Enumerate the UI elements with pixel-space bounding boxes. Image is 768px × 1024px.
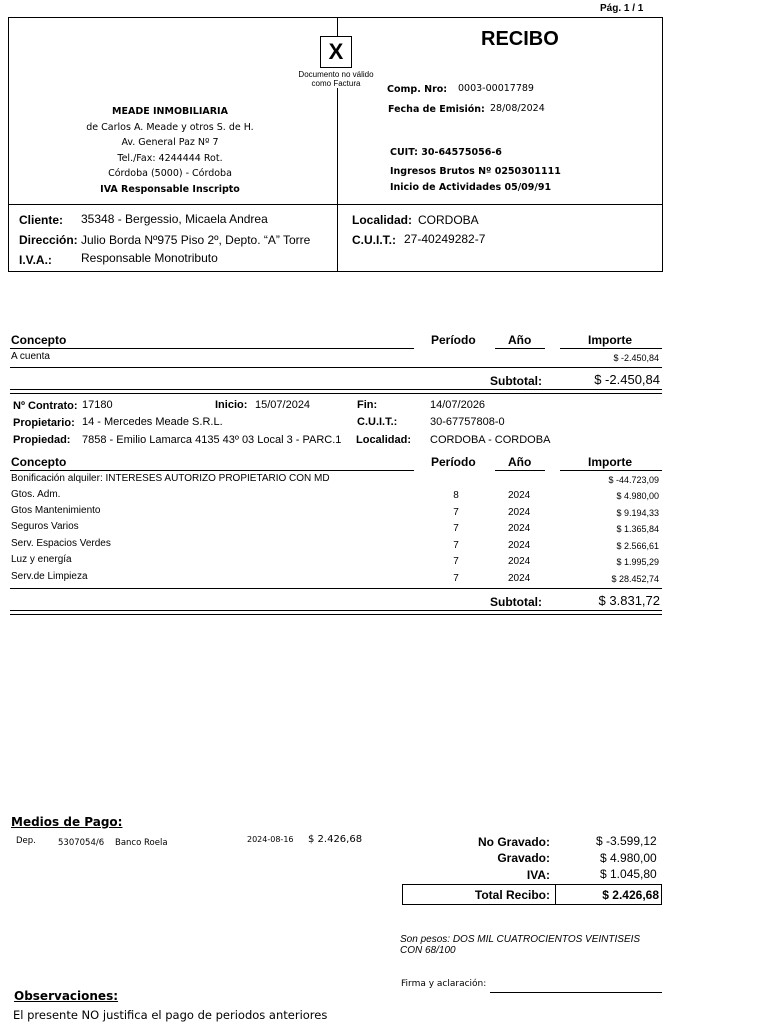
company-line1: de Carlos A. Meade y otros S. de H. bbox=[86, 121, 254, 133]
rule bbox=[10, 393, 662, 394]
rule bbox=[555, 884, 556, 905]
item-importe: $ -2.450,84 bbox=[613, 353, 659, 363]
no-gravado-label: No Gravado: bbox=[477, 835, 550, 849]
item-importe: $ 2.566,61 bbox=[616, 541, 659, 551]
rule bbox=[10, 348, 414, 349]
company-cuit: CUIT: 30-64575056-6 bbox=[390, 147, 502, 158]
cliente-value: 35348 - Bergessio, Micaela Andrea bbox=[81, 212, 268, 226]
col-concepto-2: Concepto bbox=[11, 455, 67, 469]
iva-total-value: $ 1.045,80 bbox=[600, 867, 657, 881]
prop-localidad-label: Localidad: bbox=[356, 434, 412, 446]
document-note-line1: Documento no válido bbox=[298, 70, 374, 79]
pago-fecha: 2024-08-16 bbox=[247, 835, 294, 844]
company-city: Córdoba (5000) - Córdoba bbox=[108, 168, 232, 179]
iva-value: Responsable Monotributo bbox=[81, 251, 218, 265]
total-value: $ 2.426,68 bbox=[602, 888, 659, 902]
company-block bbox=[40, 104, 300, 197]
item-anio: 2024 bbox=[508, 490, 531, 501]
item-concepto: Seguros Varios bbox=[11, 521, 79, 532]
localidad-label: Localidad: bbox=[352, 213, 413, 227]
total-label: Total Recibo: bbox=[474, 888, 550, 902]
gravado-label: Gravado: bbox=[497, 851, 550, 865]
item-importe: $ 9.194,33 bbox=[616, 508, 659, 518]
propietario-label: Propietario: bbox=[13, 417, 75, 429]
direccion-label: Dirección: bbox=[19, 233, 78, 247]
prop-localidad-value: CORDOBA - CORDOBA bbox=[430, 434, 551, 446]
rule bbox=[10, 610, 662, 611]
header-separator bbox=[8, 204, 663, 205]
inicio-actividades: Inicio de Actividades 05/09/91 bbox=[390, 182, 552, 193]
item-importe: $ 28.452,74 bbox=[611, 574, 659, 584]
item-concepto: Gtos Mantenimiento bbox=[11, 505, 101, 516]
medios-pago-title: Medios de Pago: bbox=[11, 815, 123, 829]
rule bbox=[495, 348, 545, 349]
firma-label: Firma y aclaración: bbox=[401, 979, 487, 989]
rule bbox=[495, 470, 545, 471]
item-periodo: 7 bbox=[453, 523, 459, 534]
rule bbox=[10, 614, 662, 615]
col-importe-1: Importe bbox=[588, 333, 633, 347]
rule bbox=[10, 470, 414, 471]
company-tax-status: IVA Responsable Inscripto bbox=[100, 183, 240, 195]
comp-nro-value: 0003-00017789 bbox=[458, 83, 534, 94]
son-pesos bbox=[400, 934, 640, 956]
iva-label: I.V.A.: bbox=[19, 253, 52, 267]
item-concepto: Bonificación alquiler: INTERESES AUTORIZO PROPIETARIO CON MD bbox=[11, 473, 330, 484]
item-periodo: 7 bbox=[453, 540, 459, 551]
observaciones-title: Observaciones: bbox=[14, 989, 119, 1003]
localidad-value: CORDOBA bbox=[418, 213, 479, 227]
rule bbox=[10, 367, 662, 368]
no-gravado-value: $ -3.599,12 bbox=[596, 834, 657, 848]
col-concepto-1: Concepto bbox=[11, 333, 67, 347]
col-periodo-2: Período bbox=[431, 455, 476, 469]
inicio-value: 15/07/2024 bbox=[255, 399, 311, 411]
header-divider-top bbox=[337, 17, 338, 37]
item-anio: 2024 bbox=[508, 556, 531, 567]
item-concepto: Serv. Espacios Verdes bbox=[11, 538, 111, 549]
prop-cuit-label: C.U.I.T.: bbox=[357, 416, 398, 428]
cuit-label: C.U.I.T.: bbox=[352, 233, 396, 247]
son-pesos-line1: Son pesos: DOS MIL CUATROCIENTOS VEINTISEIS bbox=[400, 934, 641, 945]
inicio-label: Inicio: bbox=[215, 399, 248, 411]
item-importe: $ 1.365,84 bbox=[616, 524, 659, 534]
item-periodo: 7 bbox=[453, 556, 459, 567]
fecha-value: 28/08/2024 bbox=[490, 103, 545, 114]
item-periodo: 7 bbox=[453, 573, 459, 584]
cliente-label: Cliente: bbox=[19, 213, 64, 227]
item-concepto: Luz y energía bbox=[11, 554, 72, 565]
item-periodo: 8 bbox=[453, 490, 459, 501]
document-type-letter: X bbox=[320, 36, 352, 68]
col-anio-2: Año bbox=[508, 455, 532, 469]
contrato-value: 17180 bbox=[82, 399, 113, 411]
receipt-title: RECIBO bbox=[481, 28, 559, 50]
document-note-line2: como Factura bbox=[311, 79, 361, 88]
fin-value: 14/07/2026 bbox=[430, 399, 486, 411]
comp-nro-label: Comp. Nro: bbox=[387, 84, 448, 95]
pago-monto: $ 2.426,68 bbox=[308, 834, 363, 845]
item-importe: $ 1.995,29 bbox=[616, 557, 659, 567]
item-concepto: Gtos. Adm. bbox=[11, 489, 61, 500]
pago-banco: Banco Roela bbox=[115, 838, 168, 848]
contrato-label: Nº Contrato: bbox=[13, 400, 78, 412]
propietario-value: 14 - Mercedes Meade S.R.L. bbox=[82, 416, 223, 428]
company-name: MEADE INMOBILIARIA bbox=[112, 106, 228, 117]
item-anio: 2024 bbox=[508, 540, 531, 551]
pago-nro: 5307054/6 bbox=[58, 838, 105, 848]
item-importe: $ -44.723,09 bbox=[608, 475, 659, 485]
page-number: Pág. 1 / 1 bbox=[600, 3, 644, 14]
subtotal-label-2: Subtotal: bbox=[490, 595, 542, 609]
item-anio: 2024 bbox=[508, 507, 531, 518]
propiedad-value: 7858 - Emilio Lamarca 4135 43º 03 Local 3 - PARC.1 bbox=[82, 434, 342, 446]
item-periodo: 7 bbox=[453, 507, 459, 518]
item-importe: $ 4.980,00 bbox=[616, 491, 659, 501]
iva-total-label: IVA: bbox=[526, 868, 550, 882]
col-periodo-1: Período bbox=[431, 333, 476, 347]
col-anio-1: Año bbox=[508, 333, 532, 347]
son-pesos-line2: CON 68/100 bbox=[400, 945, 456, 956]
direccion-value: Julio Borda Nº975 Piso 2º, Depto. “A” Torre bbox=[81, 233, 311, 247]
rule bbox=[560, 470, 662, 471]
item-concepto: A cuenta bbox=[11, 351, 50, 362]
item-concepto: Serv.de Limpieza bbox=[11, 571, 88, 582]
observaciones-text: El presente NO justifica el pago de periodos anteriores bbox=[13, 1008, 328, 1022]
item-anio: 2024 bbox=[508, 573, 531, 584]
company-phone: Tel./Fax: 4244444 Rot. bbox=[117, 152, 223, 164]
subtotal-value-2: $ 3.831,72 bbox=[598, 593, 660, 608]
subtotal-label-1: Subtotal: bbox=[490, 374, 542, 388]
fin-label: Fin: bbox=[357, 399, 378, 411]
col-importe-2: Importe bbox=[588, 455, 633, 469]
header-divider bbox=[337, 88, 338, 272]
firma-line bbox=[490, 992, 662, 993]
fecha-label: Fecha de Emisión: bbox=[388, 104, 485, 115]
cuit-value: 27-40249282-7 bbox=[404, 232, 486, 246]
prop-cuit-value: 30-67757808-0 bbox=[430, 416, 505, 428]
gravado-value: $ 4.980,00 bbox=[600, 851, 657, 865]
rule bbox=[10, 389, 662, 390]
ingresos-brutos: Ingresos Brutos Nº 0250301111 bbox=[390, 166, 561, 177]
subtotal-value-1: $ -2.450,84 bbox=[594, 372, 660, 387]
propiedad-label: Propiedad: bbox=[13, 434, 71, 446]
company-address: Av. General Paz Nº 7 bbox=[121, 137, 219, 148]
pago-tipo: Dep. bbox=[16, 836, 36, 846]
item-anio: 2024 bbox=[508, 523, 531, 534]
rule bbox=[560, 348, 662, 349]
document-note bbox=[286, 70, 386, 88]
rule bbox=[10, 588, 662, 589]
